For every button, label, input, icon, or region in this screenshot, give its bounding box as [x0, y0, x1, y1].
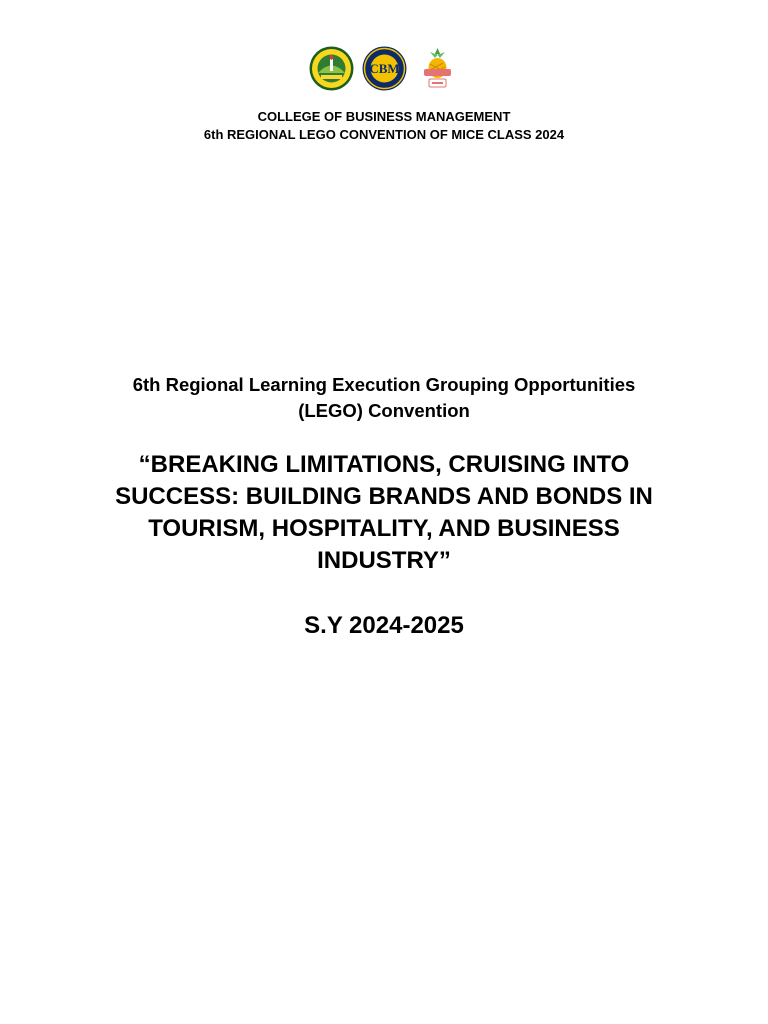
convention-title-line-1: 6th Regional Learning Execution Grouping Opportunities	[132, 374, 636, 395]
convention-class: 6th REGIONAL LEGO CONVENTION OF MICE CLASS 2024	[203, 127, 565, 142]
convention-title	[60, 372, 708, 424]
school-year: S.Y 2024-2025	[304, 612, 464, 639]
theme-line-3: TOURISM, HOSPITALITY, AND BUSINESS	[148, 515, 620, 542]
hospitality-lego-pineapple-logo	[415, 46, 460, 91]
theme-line-2: SUCCESS: BUILDING BRANDS AND BONDS IN	[115, 483, 653, 510]
university-seal-logo	[309, 46, 354, 91]
document-header	[0, 108, 768, 144]
theme-line-4: INDUSTRY”	[317, 547, 451, 574]
college-name: COLLEGE OF BUSINESS MANAGEMENT	[257, 109, 511, 124]
theme-line-1: “BREAKING LIMITATIONS, CRUISING INTO	[138, 451, 630, 478]
svg-text:CBM: CBM	[368, 60, 400, 76]
convention-theme	[60, 449, 708, 577]
cbm-logo	[362, 46, 407, 91]
logo-row	[0, 44, 768, 92]
convention-title-line-2: (LEGO) Convention	[298, 400, 470, 421]
